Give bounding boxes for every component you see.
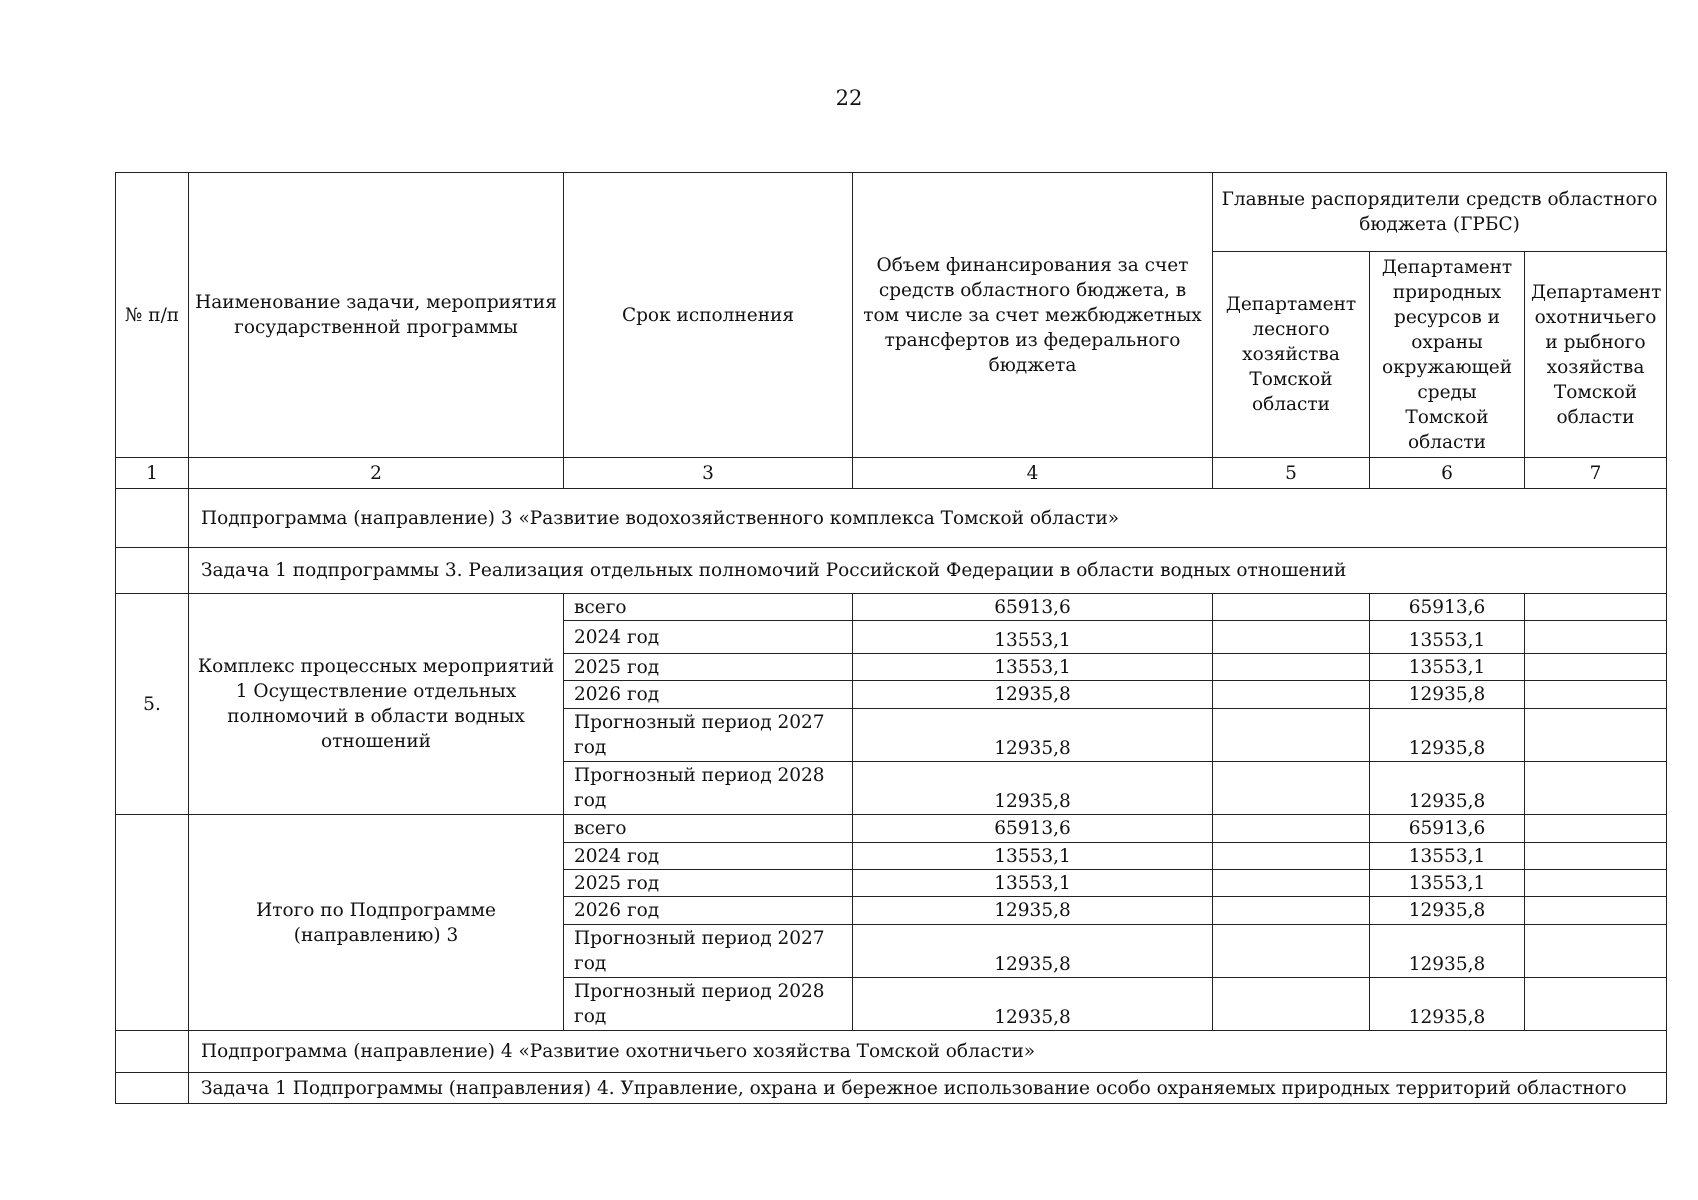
volume-cell: 12935,8 [853, 925, 1213, 978]
table-row [116, 594, 1667, 621]
period-cell: 2026 год [564, 897, 853, 925]
hunting-cell [1525, 843, 1667, 870]
period-cell: Прогнозный период 2027 год [564, 925, 853, 978]
period-cell: 2024 год [564, 843, 853, 870]
header-term: Срок исполнения [564, 173, 853, 458]
hunting-cell [1525, 594, 1667, 621]
period-cell: Прогнозный период 2027 год [564, 709, 853, 762]
header-num: № п/п [116, 173, 189, 458]
volume-cell: 13553,1 [853, 654, 1213, 681]
subprogram-4-title: Подпрограмма (направление) 4 «Развитие охотничьего хозяйства Томской области» [189, 1031, 1667, 1073]
empty-cell [116, 1073, 189, 1104]
forest-cell [1213, 897, 1370, 925]
header-dep-forest: Департамент лесного хозяйства Томской области [1213, 252, 1370, 458]
period-cell: 2025 год [564, 654, 853, 681]
task-1-sub3-title: Задача 1 подпрограммы 3. Реализация отдельных полномочий Российской Федерации в области водных отношений [189, 548, 1667, 594]
item-number [116, 815, 189, 1031]
volume-cell: 13553,1 [853, 621, 1213, 654]
col-number: 6 [1370, 458, 1525, 489]
nature-cell: 13553,1 [1370, 621, 1525, 654]
nature-cell: 65913,6 [1370, 815, 1525, 843]
empty-cell [116, 548, 189, 594]
nature-cell: 12935,8 [1370, 897, 1525, 925]
hunting-cell [1525, 870, 1667, 897]
period-cell: Прогнозный период 2028 год [564, 762, 853, 815]
col-number: 3 [564, 458, 853, 489]
col-number: 7 [1525, 458, 1667, 489]
volume-cell: 65913,6 [853, 815, 1213, 843]
forest-cell [1213, 843, 1370, 870]
period-cell: всего [564, 815, 853, 843]
header-dep-nature: Департамент природных ресурсов и охраны окружающей среды Томской области [1370, 252, 1525, 458]
period-cell: Прогнозный период 2028 год [564, 978, 853, 1031]
page-number: 22 [835, 86, 863, 110]
subprogram-3-title: Подпрограмма (направление) 3 «Развитие водохозяйственного комплекса Томской области» [189, 489, 1667, 548]
hunting-cell [1525, 925, 1667, 978]
header-dep-hunting: Департамент охотничьего и рыбного хозяйства Томской области [1525, 252, 1667, 458]
nature-cell: 12935,8 [1370, 762, 1525, 815]
empty-cell [116, 1031, 189, 1073]
hunting-cell [1525, 815, 1667, 843]
nature-cell: 12935,8 [1370, 681, 1525, 709]
volume-cell: 13553,1 [853, 843, 1213, 870]
col-number: 2 [189, 458, 564, 489]
forest-cell [1213, 815, 1370, 843]
hunting-cell [1525, 709, 1667, 762]
nature-cell: 13553,1 [1370, 654, 1525, 681]
nature-cell: 12935,8 [1370, 709, 1525, 762]
forest-cell [1213, 654, 1370, 681]
volume-cell: 12935,8 [853, 897, 1213, 925]
table-row [116, 815, 1667, 843]
item-name: Комплекс процессных мероприятий 1 Осуществление отдельных полномочий в области водных отношений [189, 594, 564, 815]
header-grbs: Главные распорядители средств областного бюджета (ГРБС) [1213, 173, 1667, 252]
period-cell: 2026 год [564, 681, 853, 709]
nature-cell: 13553,1 [1370, 870, 1525, 897]
forest-cell [1213, 621, 1370, 654]
header-volume: Объем финансирования за счет средств областного бюджета, в том числе за счет межбюджетных трансфертов из федерального бюджета [853, 173, 1213, 458]
nature-cell: 12935,8 [1370, 978, 1525, 1031]
volume-cell: 12935,8 [853, 762, 1213, 815]
forest-cell [1213, 681, 1370, 709]
period-cell: 2024 год [564, 621, 853, 654]
hunting-cell [1525, 654, 1667, 681]
nature-cell: 13553,1 [1370, 843, 1525, 870]
header-name: Наименование задачи, мероприятия государственной программы [189, 173, 564, 458]
nature-cell: 12935,8 [1370, 925, 1525, 978]
volume-cell: 65913,6 [853, 594, 1213, 621]
hunting-cell [1525, 621, 1667, 654]
task-1-sub4-title: Задача 1 Подпрограммы (направления) 4. Управление, охрана и бережное использование особо охраняемых природных территорий областного [189, 1073, 1667, 1104]
hunting-cell [1525, 681, 1667, 709]
hunting-cell [1525, 978, 1667, 1031]
col-number: 5 [1213, 458, 1370, 489]
column-number-row [116, 458, 1667, 489]
volume-cell: 12935,8 [853, 978, 1213, 1031]
forest-cell [1213, 709, 1370, 762]
hunting-cell [1525, 897, 1667, 925]
forest-cell [1213, 978, 1370, 1031]
forest-cell [1213, 925, 1370, 978]
period-cell: 2025 год [564, 870, 853, 897]
col-number: 4 [853, 458, 1213, 489]
period-cell: всего [564, 594, 853, 621]
empty-cell [116, 489, 189, 548]
item-name: Итого по Подпрограмме (направлению) 3 [189, 815, 564, 1031]
item-number: 5. [116, 594, 189, 815]
budget-table [115, 172, 1667, 1104]
hunting-cell [1525, 762, 1667, 815]
forest-cell [1213, 594, 1370, 621]
forest-cell [1213, 762, 1370, 815]
forest-cell [1213, 870, 1370, 897]
volume-cell: 12935,8 [853, 681, 1213, 709]
volume-cell: 13553,1 [853, 870, 1213, 897]
nature-cell: 65913,6 [1370, 594, 1525, 621]
volume-cell: 12935,8 [853, 709, 1213, 762]
col-number: 1 [116, 458, 189, 489]
